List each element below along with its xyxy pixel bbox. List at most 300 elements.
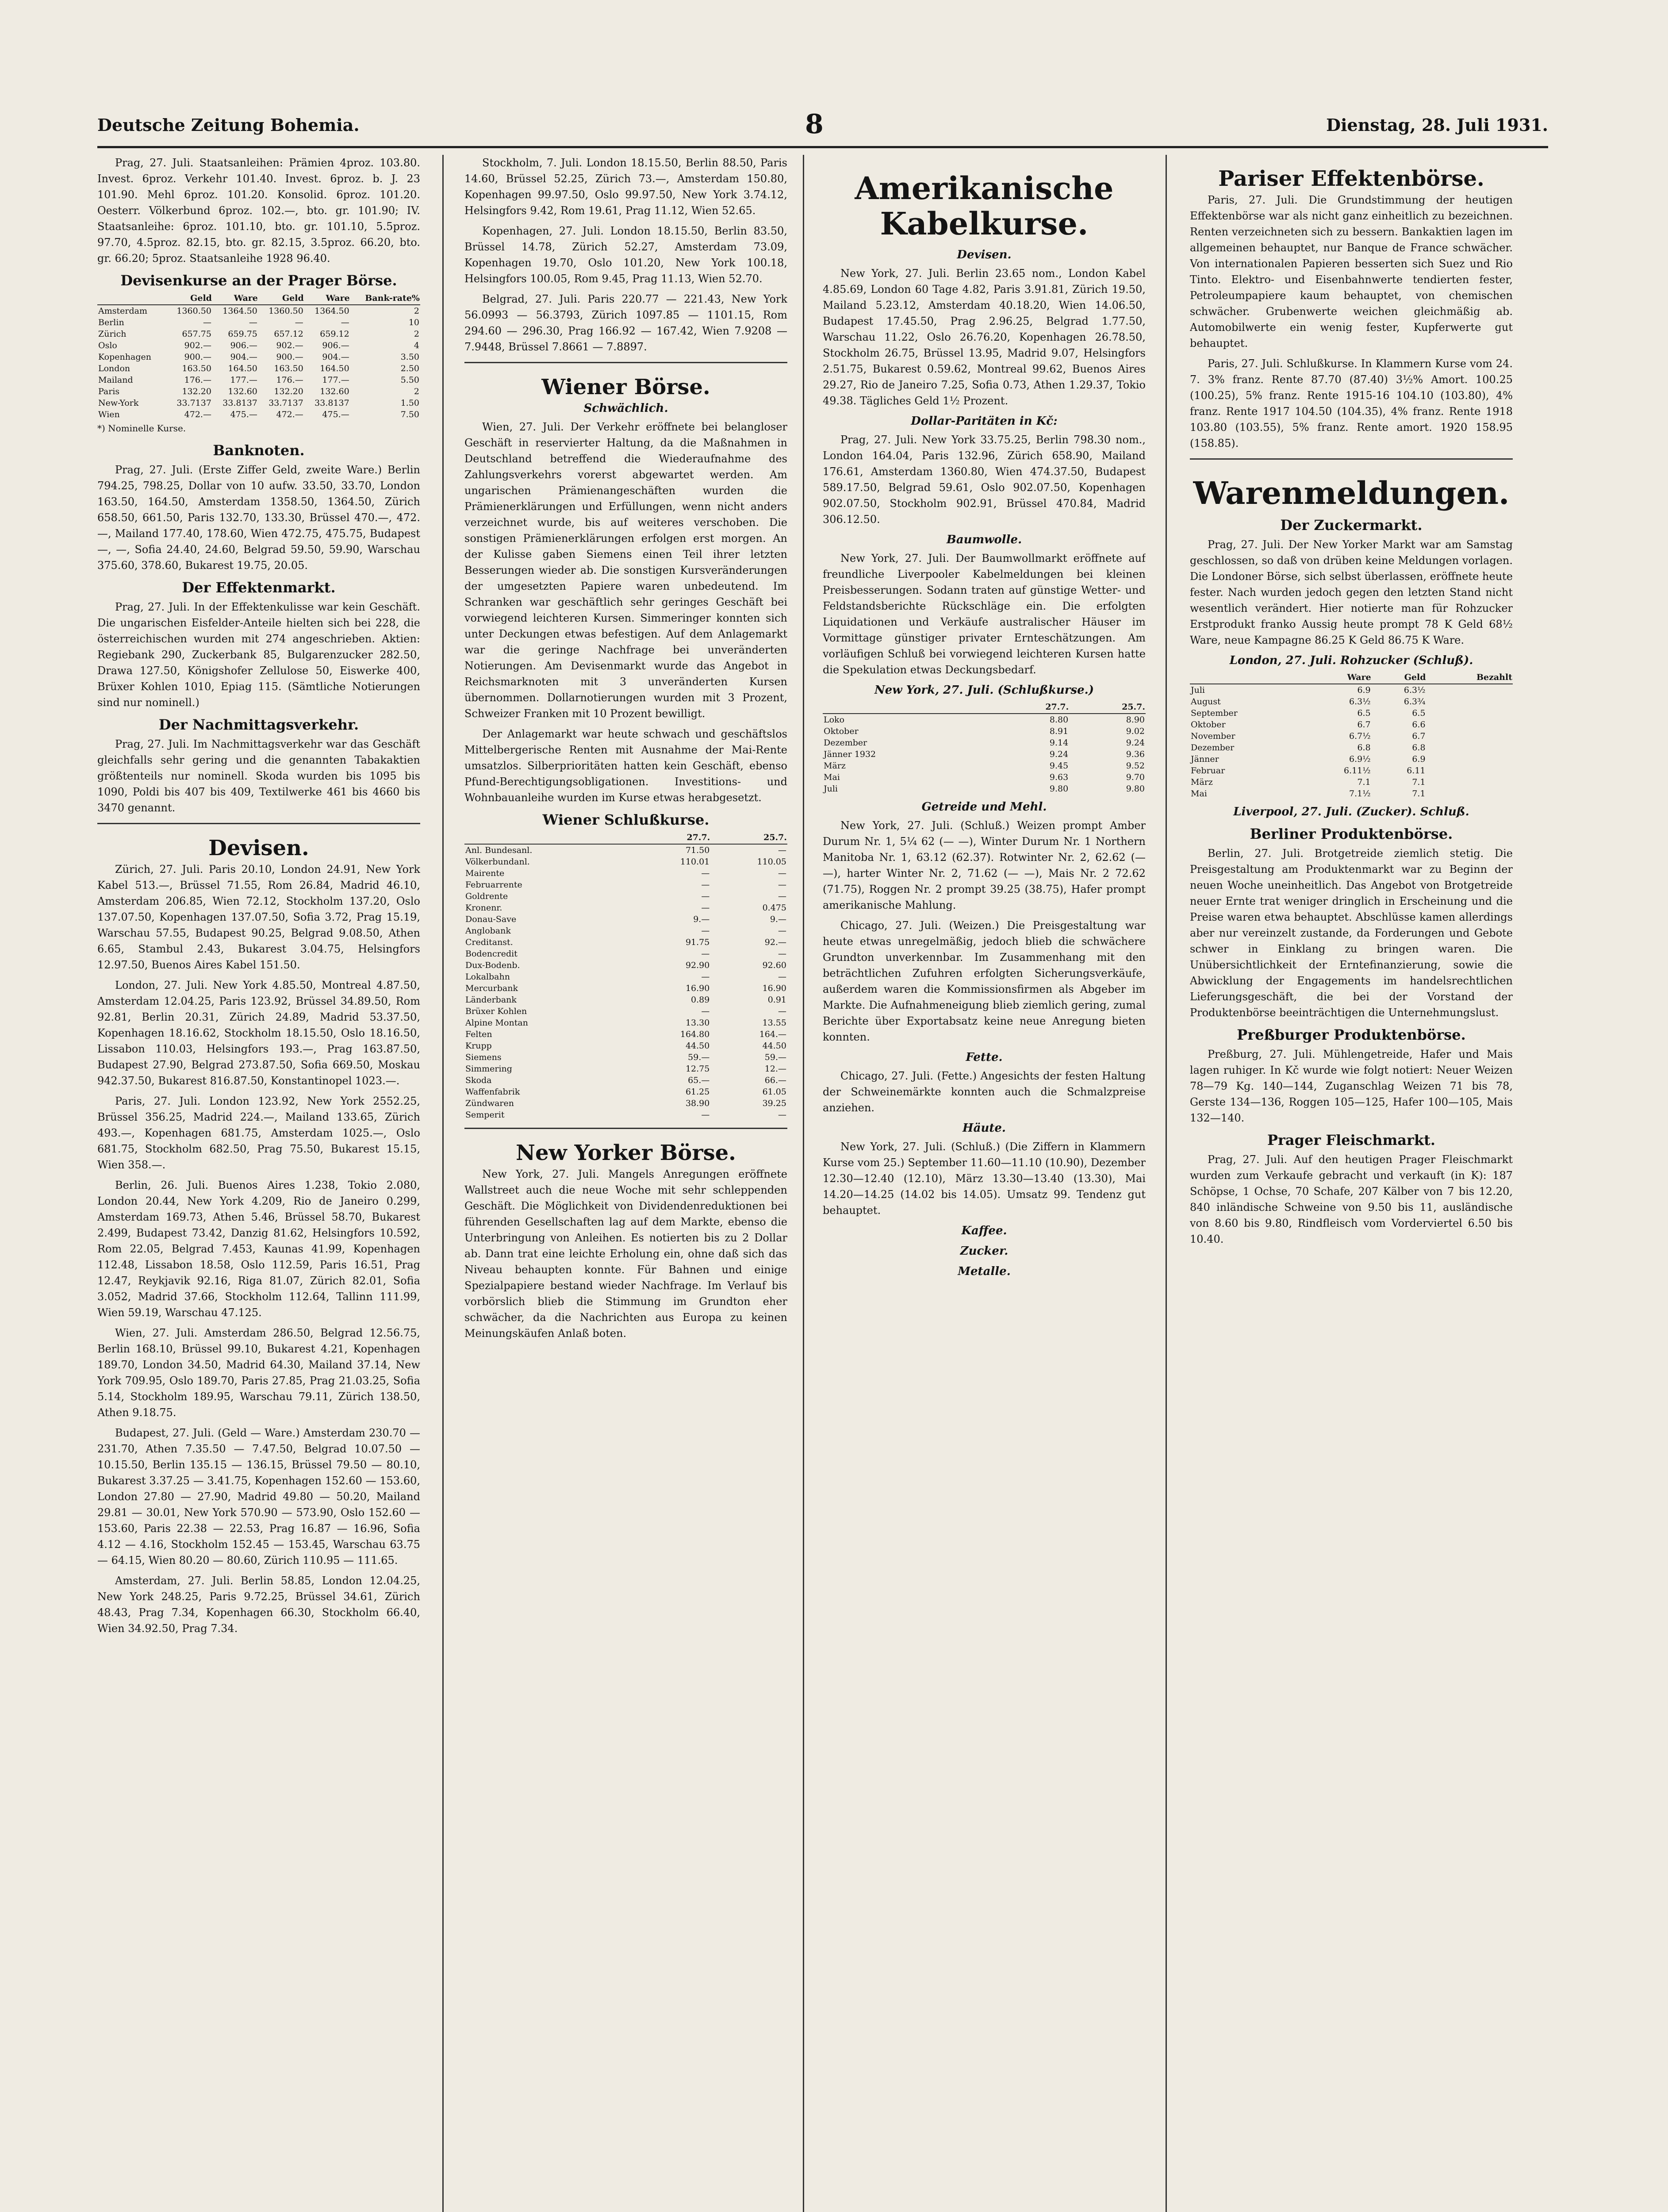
berlin-text: Berlin, 26. Juli. Buenos Aires 1.238, Tokio 2.080, London 20.44, New York 4.209, Rio de Janeiro 0.299, Amsterdam 169.73, Athen 5.46, Brüssel 58.70, Bukarest 2.499, Budapest 73.42, Danzig 81.62, Helsingfors 10.592, Rom 22.05, Belgrad 7.453, Kaunas 41.99, Kopenhagen 112.48, Lissabon 18.58, Oslo 112.59, Paris 16.51, Prag 12.47, Reykjavik 92.16, Riga 81.07, Zürich 82.01, Sofia 3.052, Madrid 37.66, Stockholm 112.64, Tallinn 111.99, Wien 59.19, Warschau 47.125. [97, 1179, 420, 1319]
table-cell: 904.— [230, 352, 257, 362]
table-cell: 8.80 [1049, 715, 1069, 725]
effektenmarkt-text: Prag, 27. Juli. In der Effektenkulisse war kein Geschäft. Die ungarischen Eisfelder-Anteile hielten sich bei 228, die österreichischen wurden mit 274 angeschrieben. Aktien: Regiebank 290, Zuckerbank 85, Bulgarenzucker 282.50, Drawa 127.50, Königshofer Zellulose 50, Eiswerke 400, Brüxer Kohlen 1010, Epiag 115. (Sämtliche Notierungen sind nur nominell.) [97, 601, 420, 709]
schlusskurse-heading: Wiener Schlußkurse. [542, 811, 709, 828]
table-cell: 6.8 [1357, 743, 1371, 753]
table-cell: — [701, 903, 710, 913]
table-cell: 6.9 [1357, 685, 1371, 695]
table-cell: 110.01 [680, 857, 710, 867]
table-cell: Zürich [98, 329, 127, 339]
table-cell: 92.60 [762, 960, 786, 970]
staatsanleihen-text: Prag, 27. Juli. Staatsanleihen: Prämien 4proz. 103.80. Invest. 6proz. Verkehr 101.40. Invest. 6proz. b. J. 23 101.90. Mehl 6proz. 101.20. Konsolid. 6proz. 101.20. Oesterr. Völkerbund 6proz. 102.—, bto. gr. 101.90; IV. Staatsanleihe: 6proz. 101.10, bto. gr. 101.10, 5.5proz. 97.70, 4.5proz. 82.15, bto. gr. 82.15, 3.5proz. 66.20, bto. gr. 66.20; 5proz. Staatsanleihe 1928 96.40. [97, 157, 420, 265]
table-row [464, 971, 787, 983]
table-cell: Oktober [824, 726, 859, 736]
zucker-heading: Zucker. [960, 1244, 1008, 1258]
table-row [823, 714, 1146, 726]
table-header-cell: 25.7. [710, 831, 787, 844]
table-cell: 91.75 [685, 937, 710, 947]
stockholm-text: Stockholm, 7. Juli. London 18.15.50, Berlin 88.50, Paris 14.60, Brüssel 52.25, Zürich 73.—, Amsterdam 150.80, Kopenhagen 99.97.50, Oslo 99.97.50, New York 3.74.12, Helsingfors 9.42, Rom 19.61, Prag 11.12, Wien 52.65. [464, 157, 787, 217]
table-cell: 6.7 [1412, 731, 1426, 741]
table-cell: 12.— [764, 1064, 786, 1074]
table-cell: 6.3½ [1403, 685, 1426, 695]
table-cell: — [701, 880, 710, 890]
table-row [97, 363, 420, 374]
table-cell: 0.475 [762, 903, 786, 913]
table-cell: Wien [98, 410, 120, 419]
divider [97, 823, 420, 824]
page-number: 8 [805, 109, 824, 140]
table-cell: 2.50 [400, 364, 419, 373]
table-cell [1426, 684, 1513, 696]
table-cell: 176.— [184, 375, 211, 385]
table-cell: 9.80 [1049, 784, 1069, 794]
fleischmarkt-text: Prag, 27. Juli. Auf den heutigen Prager Fleischmarkt wurden zum Verkaufe gebracht und verkauft (in K): 187 Schöpse, 1 Ochse, 70 Schafe, 207 Kälber von 7 bis 12.20, 840 inländische Schweine von 9.50 bis 11, ausländische von 8.60 bis 9.80, Rindfleisch vom Vorderviertel 6.50 bis 10.40. [1190, 1153, 1513, 1245]
table-cell: — [778, 845, 786, 855]
table-row [464, 1063, 787, 1075]
table-cell: 9.80 [1126, 784, 1145, 794]
table-cell: Alpine Montan [465, 1018, 528, 1028]
table-header-cell: 25.7. [1069, 701, 1146, 714]
table-cell: 177.— [230, 375, 257, 385]
table-cell: 65.— [688, 1075, 710, 1085]
table-cell: Dezember [1191, 743, 1235, 753]
table-cell: Mairente [465, 868, 505, 878]
table-cell: Jänner [1191, 754, 1219, 764]
fette-text: Chicago, 27. Juli. (Fette.) Angesichts der festen Haltung der Schweinemärkte konnten auch die Schmalzpreise anziehen. [823, 1070, 1146, 1114]
devisenkurse-table [97, 292, 420, 420]
table-cell: 33.8137 [222, 398, 257, 408]
table-row [464, 891, 787, 902]
table-header-cell: Ware [304, 292, 350, 305]
table-row [97, 386, 420, 397]
table-cell: Februarrente [465, 880, 522, 890]
column-rule [803, 155, 804, 2212]
table-cell: Siemens [465, 1052, 502, 1062]
table-row [464, 1029, 787, 1040]
table-cell: Creditanst. [465, 937, 513, 947]
table-cell: Anglobank [465, 926, 511, 936]
table-cell [1426, 730, 1513, 742]
pressburger-text: Preßburg, 27. Juli. Mühlengetreide, Hafer und Mais lagen ruhiger. In Kč wurde wie folgt notiert: Neuer Weizen 78—79 Kg. 140—144, Zuganschlag Weizen 71 bis 78, Gerste 134—136, Roggen 105—125, Hafer 100—105, Mais 132—140. [1190, 1048, 1513, 1124]
table-header-cell: Geld [1372, 671, 1426, 684]
table-cell: Paris [98, 387, 120, 396]
table-cell: 902.— [276, 341, 303, 350]
table-row [97, 328, 420, 340]
table-row [97, 374, 420, 386]
fette-heading: Fette. [966, 1051, 1003, 1064]
table-cell: 7.1 [1357, 777, 1371, 787]
table-cell: Mai [1191, 789, 1207, 799]
table-row [1190, 719, 1513, 730]
masthead: Deutsche Zeitung Bohemia. [97, 115, 360, 135]
table-cell: 8.90 [1126, 715, 1145, 725]
table-row [464, 925, 787, 937]
belgrad-text: Belgrad, 27. Juli. Paris 220.77 — 221.43, New York 56.0993 — 56.3793, Zürich 1097.85 — 1101.15, Rom 294.60 — 296.30, Prag 166.92 — 167.42, Wien 7.9208 — 7.9448, Brüssel 7.8661 — 7.8897. [464, 293, 787, 353]
table-cell: Jänner 1932 [824, 749, 876, 759]
table-cell: Zündwaren [465, 1098, 514, 1108]
table-cell: 902.— [184, 341, 211, 350]
table-row [464, 856, 787, 868]
chicago-text: Chicago, 27. Juli. (Weizen.) Die Preisgestaltung war heute etwas unregelmäßig, jedoch blieb die schwächere Grundton unverkennbar. Im Zusammenhang mit den beträchtlichen Zufuhren erfolgten Sicherungsverkäufe, außerdem waren die Kommissionsfirmen als Abgeber im Markte. Die Aufnahmeneigung blieb ziemlich gering, zumal Berichte über Exportabsatz keine neue Anregung bieten konnten. [823, 919, 1146, 1043]
table-cell: New-York [98, 398, 139, 408]
table-cell: 71.50 [685, 845, 710, 855]
table-cell: 10 [408, 318, 419, 327]
table-cell: 657.75 [182, 329, 211, 339]
table-cell: 33.8137 [314, 398, 349, 408]
table-row [823, 726, 1146, 737]
table-header-cell [1190, 671, 1304, 684]
table-cell: 44.50 [762, 1041, 786, 1051]
table-row [1190, 765, 1513, 776]
wiener-boerse-subheading: Schwächlich. [583, 402, 668, 415]
table-cell: Kopenhagen [98, 352, 151, 362]
table-cell: 12.75 [685, 1064, 710, 1074]
table-row [464, 1075, 787, 1086]
table-cell: 9.70 [1126, 772, 1145, 782]
table-cell: 3.50 [400, 352, 419, 362]
dollar-paritaeten-heading: Dollar-Paritäten in Kč: [911, 415, 1058, 428]
table-row [97, 340, 420, 351]
new-yorker-boerse-text: New York, 27. Juli. Mangels Anregungen eröffnete Wallstreet auch die neue Woche mit sehr schleppenden Geschäft. Die Möglichkeit von Dividendenreduktionen bei führenden Gesellschaften lag auf dem Markte, ebenso die Unterbringung von Anleihen. Es notierten bis zu 2 Dollar ab. Dann trat eine leichte Erholung ein, ohne daß sich das Niveau behaupten konnte. Für Bahnen und einige Spezialpapiere bestand wieder Nachfrage. Im Verlauf bis vorbörslich blieb die Stimmung im Grundton eher schwächer, da die Nachrichten aus Europa zu keinen Meinungskäufen Anlaß boten. [464, 1168, 787, 1340]
liverpool-subheading: Liverpool, 27. Juli. (Zucker). Schluß. [1233, 805, 1469, 818]
table-cell: — [701, 891, 710, 901]
table-row [464, 1040, 787, 1052]
table-cell: 132.60 [228, 387, 257, 396]
table-row [823, 772, 1146, 783]
column-2 [464, 155, 787, 2212]
devisen-heading: Devisen. [208, 836, 309, 860]
table-row [464, 1086, 787, 1098]
table-cell: 6.5 [1357, 708, 1371, 718]
table-cell: Dux-Bodenb. [465, 960, 520, 970]
table-cell: August [1191, 697, 1221, 707]
table-row [1190, 776, 1513, 788]
table-row [823, 783, 1146, 795]
effektenmarkt-heading: Der Effektenmarkt. [182, 579, 336, 596]
table-row [464, 1006, 787, 1017]
table-cell: — [778, 1110, 786, 1120]
kaffee-heading: Kaffee. [961, 1224, 1007, 1237]
table-cell: März [824, 761, 846, 771]
table-cell: Juli [824, 784, 838, 794]
table-cell: 9.24 [1126, 738, 1145, 748]
table-cell [1426, 776, 1513, 788]
table-cell: Bodencredit [465, 949, 518, 959]
table-header-cell: Bezahlt [1426, 671, 1513, 684]
table-cell: 1364.50 [314, 306, 349, 316]
table-cell [1426, 742, 1513, 753]
table-cell: — [778, 868, 786, 878]
table-cell: — [701, 1006, 710, 1016]
table-header-cell [464, 831, 634, 844]
devisenkurse-heading: Devisenkurse an der Prager Börse. [120, 272, 397, 289]
table-row [823, 737, 1146, 749]
baumwolle-table [823, 701, 1146, 795]
table-cell: 6.9 [1412, 754, 1426, 764]
table-header-cell: Ware [212, 292, 258, 305]
table-row [464, 948, 787, 960]
table-cell: 164.— [759, 1029, 786, 1039]
table-cell: 33.7137 [176, 398, 211, 408]
table-cell [1426, 696, 1513, 707]
table-cell: — [778, 926, 786, 936]
table-cell: — [701, 949, 710, 959]
table-cell: Goldrente [465, 891, 508, 901]
column-1 [97, 155, 420, 2212]
produktenboerse-text: Berlin, 27. Juli. Brotgetreide ziemlich stetig. Die Preisgestaltung am Produktenmarkt war zu Beginn der neuen Woche uneinheitlich. Das Angebot von Brotgetreide neuer Ernte trat weniger dringlich in Erscheinung und die Preise waren etwa behauptet. Abschlüsse kamen allerdings aber nur vereinzelt zustande, da Forderungen und Gebote schwer in Einklang zu bringen waren. Die Unübersichtlichkeit der Erntefinanzierung, sowie die Abwicklung der Engagements im handelsrechtlichen Lieferungsgeschäft, die bei der Vorstand der Produktenbörse beeinträchtigen die Unternehmungslust. [1190, 847, 1513, 1019]
table-cell: 92.90 [685, 960, 710, 970]
table-cell: Amsterdam [98, 306, 147, 316]
table-cell: Anl. Bundesanl. [465, 845, 533, 855]
london-text: London, 27. Juli. New York 4.85.50, Montreal 4.87.50, Amsterdam 12.04.25, Paris 123.92, Brüssel 34.89.50, Rom 92.81, Berlin 20.31, Zürich 24.89, Madrid 53.37.50, Kopenhagen 18.16.62, Stockholm 18.15.50, Oslo 18.16.50, Lissabon 110.03, Helsingfors 193.—, Prag 163.87.50, Budapest 27.90, Belgrad 273.87.50, Sofia 669.50, Moskau 942.37.50, Bukarest 816.87.50, Konstantinopel 1023.—. [97, 979, 420, 1087]
table-cell: 164.80 [680, 1029, 710, 1039]
table-cell: — [701, 1110, 710, 1120]
table-cell: 61.25 [685, 1087, 710, 1097]
table-cell: 44.50 [685, 1041, 710, 1051]
table-cell: — [203, 318, 211, 327]
table-cell: 659.75 [228, 329, 257, 339]
table-row [1190, 696, 1513, 707]
zuerich-text: Zürich, 27. Juli. Paris 20.10, London 24.91, New York Kabel 513.—, Brüssel 71.55, Rom 26.84, Madrid 46.10, Amsterdam 206.85, Wien 72.12, Stockholm 137.20, Oslo 137.07.50, Kopenhagen 137.07.50, Sofia 3.72, Prag 15.19, Warschau 57.55, Budapest 90.25, Belgrad 9.08.50, Athen 6.65, Stambul 2.43, Bukarest 3.04.75, Helsingfors 12.97.50, Buenos Aires Kabel 151.50. [97, 863, 420, 971]
zuckermarkt-text: Prag, 27. Juli. Der New Yorker Markt war am Samstag geschlossen, so daß von drüben keine Meldungen vorlagen. Die Londoner Börse, sich selbst überlassen, eröffnete heute fester. Nach wurden jedoch gegen den letzten Stand nicht wesentlich verändert. Hier notierte man für Rohzucker Erstprodukt franko Aussig heute prompt 78 K Geld 68½ Ware, neue Kampagne 86.25 K Geld 86.75 K Ware. [1190, 538, 1513, 646]
table-row [823, 760, 1146, 772]
table-cell: Semperit [465, 1110, 505, 1120]
table-cell: 16.90 [762, 983, 786, 993]
table-cell: 900.— [276, 352, 303, 362]
table-cell: Mai [824, 772, 840, 782]
table-cell: 6.5 [1412, 708, 1426, 718]
table-row [97, 351, 420, 363]
table-header-cell: 27.7. [993, 701, 1069, 714]
table-row [464, 937, 787, 948]
pariser-boerse-heading: Pariser Effektenbörse. [1218, 166, 1484, 191]
wiener-boerse-text: Wien, 27. Juli. Der Verkehr eröffnete bei belangloser Geschäft in reservierter Haltung, da die Maßnahmen in Deutschland betreffend die Wiederaufnahme des Zahlungsverkehrs vorerst abgewartet werden. Am ungarischen Prämienangeschäften wurden die Prämienerklärungen und Erfüllungen, wenn nicht anders verzeichnet wurde, bis auf weiteres verschoben. Die sonstigen Prämienerklärungen erfolgen erst morgen. An der Kulisse gaben Siemens einen Teil ihrer letzten Besserungen wieder ab. Die sonstigen Kursveränderungen der umgesetzten Papiere waren unbedeutend. Im Schranken war geschäftlich sehr geringes Geschäft bei vorwiegend leichteren Kursen. Simmeringer konnten sich unter Deckungen etwas befestigen. Auf dem Anlagemarkt war die geringe Nachfrage bei unveränderten Notierungen. Am Devisenmarkt wurde das Angebot in Reichsmarknoten mit 3 unveränderten Kursen übernommen. Dollarnotierungen wurden mit 3 Prozent, Schweizer Franken mit 10 Prozent bewilligt. [464, 421, 787, 720]
table-cell: — [778, 880, 786, 890]
table-cell: 906.— [230, 341, 257, 350]
table-cell: 904.— [322, 352, 349, 362]
baumwolle-heading: Baumwolle. [946, 533, 1022, 546]
table-cell: 1360.50 [176, 306, 211, 316]
metalle-heading: Metalle. [958, 1265, 1011, 1278]
table-cell: 0.91 [767, 995, 786, 1005]
table-cell: 6.6 [1412, 720, 1426, 730]
table-row [1190, 730, 1513, 742]
table-row [1190, 707, 1513, 719]
wien-text: Wien, 27. Juli. Amsterdam 286.50, Belgrad 12.56.75, Berlin 168.10, Brüssel 99.10, Bukarest 4.21, Kopenhagen 189.70, London 34.50, Madrid 64.30, Mailand 37.14, New York 709.95, Oslo 189.70, Paris 27.85, Prag 21.03.25, Sofia 5.14, Stockholm 189.95, Warschau 79.11, Zürich 138.50, Athen 9.18.75. [97, 1327, 420, 1419]
table-cell: 6.3¾ [1403, 697, 1426, 707]
table-row [1190, 753, 1513, 765]
table-cell: — [249, 318, 257, 327]
table-header-cell [97, 292, 166, 305]
table-row [464, 902, 787, 914]
amsterdam-text: Amsterdam, 27. Juli. Berlin 58.85, London 12.04.25, New York 248.25, Paris 9.72.25, Brüssel 34.61, Zürich 48.43, Prag 7.34, Kopenhagen 66.30, Stockholm 66.40, Wien 34.92.50, Prag 7.34. [97, 1575, 420, 1635]
table-header-cell: Ware [1304, 671, 1371, 684]
table-cell: 39.25 [762, 1098, 786, 1108]
table-cell: 59.— [688, 1052, 710, 1062]
table-cell: 6.7½ [1349, 731, 1371, 741]
table-header-cell: 27.7. [634, 831, 711, 844]
table-header-cell: Geld [258, 292, 304, 305]
getreide-text: New York, 27. Juli. (Schluß.) Weizen prompt Amber Durum Nr. 1, 5¼ 62 (— —), Winter Durum Nr. 1 Northern Manitoba Nr. 1, 63.12 (62.37). Rotwinter Nr. 2, 62.62 (— —), harter Winter Nr. 2, 71.62 (— —), Mais Nr. 2 72.62 (71.75), Roggen Nr. 2 prompt 39.25 (38.75), Hafer prompt amerikanische Mahlung. [823, 819, 1146, 911]
table-cell: — [701, 868, 710, 878]
page-header [97, 111, 1548, 148]
nachmittag-heading: Der Nachmittagsverkehr. [158, 716, 359, 733]
table-cell: 6.11½ [1343, 766, 1371, 776]
divider [1190, 458, 1513, 460]
schlusskurse-table [464, 831, 787, 1121]
table-cell: 61.05 [762, 1087, 786, 1097]
banknoten-text: Prag, 27. Juli. (Erste Ziffer Geld, zweite Ware.) Berlin 794.25, 798.25, Dollar von 10 aufw. 33.50, 33.70, London 163.50, 164.50, Amsterdam 1358.50, 1364.50, Zürich 658.50, 661.50, Paris 132.70, 133.30, Brüssel 470.—, 472.—, Mailand 177.40, 178.60, Wien 472.75, 475.75, Budapest —, —, Sofia 24.40, 24.60, Belgrad 59.50, 59.90, Warschau 375.60, 378.60, Bukarest 19.75, 20.05. [97, 464, 420, 572]
table-cell: 9.02 [1126, 726, 1145, 736]
table-cell: 906.— [322, 341, 349, 350]
table-cell: 13.30 [685, 1018, 710, 1028]
new-yorker-boerse-heading: New Yorker Börse. [516, 1141, 736, 1165]
table-cell: Simmering [465, 1064, 512, 1074]
table-cell: 163.50 [182, 364, 211, 373]
table-cell: Länderbank [465, 995, 517, 1005]
table-cell: 7.1 [1412, 777, 1426, 787]
table-cell: 66.— [764, 1075, 786, 1085]
table-cell: Kronenr. [465, 903, 502, 913]
table-cell [1426, 719, 1513, 730]
banknoten-heading: Banknoten. [213, 442, 305, 459]
table-row [823, 749, 1146, 760]
table-cell: 0.89 [691, 995, 710, 1005]
table-row [97, 317, 420, 328]
table-row [97, 305, 420, 317]
table-cell: 9.— [770, 914, 786, 924]
table-cell: 9.14 [1049, 738, 1069, 748]
dollar-paritaeten-text: Prag, 27. Juli. New York 33.75.25, Berlin 798.30 nom., London 164.04, Paris 132.96, Zürich 658.90, Mailand 176.61, Amsterdam 1360.80, Wien 474.37.50, Budapest 589.17.50, Belgrad 59.61, Oslo 902.07.50, Kopenhagen 902.07.50, Stockholm 902.91, Brüssel 470.84, Madrid 306.12.50. [823, 434, 1146, 526]
table-cell: 164.50 [228, 364, 257, 373]
table-cell: — [778, 891, 786, 901]
table-row [97, 397, 420, 409]
table-cell: Völkerbundanl. [465, 857, 530, 867]
table-header-cell: Geld [166, 292, 212, 305]
table-cell: 9.36 [1126, 749, 1145, 759]
devisen-subheading: Devisen. [957, 248, 1012, 261]
table-row [97, 409, 420, 420]
table-cell: Oslo [98, 341, 117, 350]
table-cell: Februar [1191, 766, 1225, 776]
table-cell: Dezember [824, 738, 867, 748]
table-cell: 1364.50 [222, 306, 257, 316]
warenmeldungen-heading: Warenmeldungen. [1193, 475, 1510, 511]
table-cell: 132.60 [320, 387, 349, 396]
divider [464, 362, 787, 363]
table-row [464, 960, 787, 971]
table-cell: 472.— [184, 410, 211, 419]
produktenboerse-heading: Berliner Produktenbörse. [1250, 826, 1453, 842]
table-cell: 657.12 [274, 329, 303, 339]
paris-schlusskurse-text: Paris, 27. Juli. Schlußkurse. In Klammern Kurse vom 24. 7. 3% franz. Rente 87.70 (87.40) 3½% Amort. 100.25 (100.25), 5% franz. Rente 1915-16 104.10 (103.80), 4% franz. Rente 1917 104.50 (104.35), 4% franz. Rente 1918 103.80 (103.55), 5% franz. Rente amort. 1920 158.95 (158.85). [1190, 357, 1513, 449]
table-header-cell [823, 701, 993, 714]
kabel-devisen-text: New York, 27. Juli. Berlin 23.65 nom., London Kabel 4.85.69, London 60 Tage 4.82, Paris 3.91.81, Zürich 19.50, Mailand 5.23.12, Amsterdam 40.18.20, Wien 14.06.50, Budapest 17.45.50, Prag 2.96.25, Belgrad 1.77.50, Warschau 11.22, Oslo 26.76.20, Kopenhagen 26.78.50, Stockholm 26.75, Brüssel 13.95, Madrid 9.07, Helsingfors 2.51.75, Bukarest 0.59.62, Montreal 99.62, Buenos Aires 29.27, Rio de Janeiro 7.25, Sofia 0.73, Athen 1.29.37, Tokio 49.38. Tägliches Geld 1½ Prozent. [823, 267, 1146, 407]
table-cell: Loko [824, 715, 845, 725]
table-cell: 164.50 [320, 364, 349, 373]
table-cell [1426, 765, 1513, 776]
table-cell: 9.52 [1126, 761, 1145, 771]
table-cell: 9.— [693, 914, 710, 924]
table-cell [1426, 753, 1513, 765]
table-cell: 6.11 [1407, 766, 1426, 776]
table-cell: 132.20 [274, 387, 303, 396]
table-cell: 13.55 [762, 1018, 786, 1028]
wiener-boerse-heading: Wiener Börse. [541, 375, 710, 399]
table-row [464, 844, 787, 856]
table-cell: 7.1½ [1349, 789, 1371, 799]
paris-text: Paris, 27. Juli. London 123.92, New York 2552.25, Brüssel 356.25, Madrid 224.—, Mailand 133.65, Zürich 493.—, Kopenhagen 681.75, Amsterdam 1025.—, Oslo 681.75, Stockholm 682.50, Prag 75.50, Bukarest 15.15, Wien 358.—. [97, 1095, 420, 1171]
table-cell: September [1191, 708, 1238, 718]
table-cell [1426, 707, 1513, 719]
getreide-heading: Getreide und Mehl. [921, 800, 1047, 814]
table-row [464, 1017, 787, 1029]
table-row [464, 1052, 787, 1063]
table-cell: 16.90 [685, 983, 710, 993]
table-cell: Oktober [1191, 720, 1226, 730]
table-cell: — [701, 972, 710, 982]
issue-date: Dienstag, 28. Juli 1931. [1326, 115, 1548, 135]
table-row [464, 983, 787, 994]
table-cell: 472.— [276, 410, 303, 419]
table-cell: 9.45 [1049, 761, 1069, 771]
table-cell: London [98, 364, 130, 373]
baumwolle-schluss-heading: New York, 27. Juli. (Schlußkurse.) [874, 684, 1094, 697]
column-4 [1190, 155, 1513, 2212]
table-cell: 6.3½ [1349, 697, 1371, 707]
table-row [464, 1098, 787, 1109]
table-cell: 92.— [764, 937, 786, 947]
table-cell: Krupp [465, 1041, 492, 1051]
table-cell: Berlin [98, 318, 124, 327]
table-cell: — [341, 318, 349, 327]
table-cell: — [778, 1006, 786, 1016]
budapest-text: Budapest, 27. Juli. (Geld — Ware.) Amsterdam 230.70 — 231.70, Athen 7.35.50 — 7.47.50, Belgrad 10.07.50 — 10.15.50, Berlin 135.15 — 136.15, Brüssel 79.50 — 80.10, Bukarest 3.37.25 — 3.41.75, Kopenhagen 152.60 — 153.60, London 27.80 — 27.90, Madrid 49.80 — 50.20, Mailand 29.81 — 30.01, New York 570.90 — 573.90, Oslo 152.60 — 153.60, Paris 22.38 — 22.53, Prag 16.87 — 16.96, Sofia 4.12 — 4.16, Stockholm 152.45 — 153.45, Warschau 63.75 — 64.15, Wien 80.20 — 80.60, Zürich 110.95 — 111.65. [97, 1427, 420, 1567]
table-row [464, 879, 787, 891]
table-cell: 1.50 [400, 398, 419, 408]
table-row [1190, 788, 1513, 799]
table-cell: 163.50 [274, 364, 303, 373]
column-rule [1166, 155, 1167, 2212]
anlagemarkt-text: Der Anlagemarkt war heute schwach und geschäftslos Mittelbergerische Renten mit Ausnahme der Mai-Rente umsatzlos. Silberprioritäten hatten kein Geschäft, ebenso Pfund-Berechtigungsobligationen. Investitions- und Wohnbauanleihe wurden im Kurse etwas herabgesetzt. [464, 728, 787, 804]
column-3 [823, 155, 1146, 2212]
table-cell: 2 [414, 306, 419, 316]
table-row [464, 1109, 787, 1121]
table-cell: Felten [465, 1029, 492, 1039]
table-cell: 2 [414, 329, 419, 339]
table-cell: 900.— [184, 352, 211, 362]
table-cell: 6.9½ [1349, 754, 1371, 764]
table-cell: Donau-Save [465, 914, 517, 924]
table-cell: 1360.50 [268, 306, 303, 316]
pariser-boerse-text: Paris, 27. Juli. Die Grundstimmung der heutigen Effektenbörse war als nicht ganz einheitlich zu bezeichnen. Renten verzeichneten sich zu bessern. Bankaktien lagen im allgemeinen behauptet, nur Banque de France schwächer. Von internationalen Papieren besserten sich Suez und Rio Tinto. Elektro- und Eisenbahnwerte tendierten fester, Petroleumpapiere kaum behauptet, von chemischen schwächer. Grubenwerte weichen gleichmäßig ab. Automobilwerte ein wenig fester, Kupferwerte gut behauptet. [1190, 194, 1513, 349]
table-cell: Lokalbahn [465, 972, 510, 982]
table-cell: — [701, 926, 710, 936]
table-cell: Mailand [98, 375, 133, 385]
footnote: *) Nominelle Kurse. [97, 423, 186, 434]
table-cell: 7.1 [1412, 789, 1426, 799]
table-cell: 33.7137 [268, 398, 303, 408]
table-cell: 59.— [764, 1052, 786, 1062]
table-cell: Mercurbank [465, 983, 518, 993]
zuckermarkt-heading: Der Zuckermarkt. [1280, 517, 1423, 534]
kabelkurse-heading: Amerikanische Kabelkurse. [855, 170, 1114, 242]
table-cell: — [295, 318, 303, 327]
nachmittag-text: Prag, 27. Juli. Im Nachmittagsverkehr war das Geschäft gleichfalls sehr gering und die genannten Tabakaktien größtenteils nur nominell. Skoda wurden bis 1095 bis 1090, Poldi bis 407 bis 409, Textilwerke 461 bis 4660 bis 3470 genannt. [97, 738, 420, 814]
table-cell: 9.63 [1049, 772, 1069, 782]
table-row [464, 914, 787, 925]
pressburger-heading: Preßburger Produktenbörse. [1237, 1026, 1466, 1043]
table-cell: Juli [1191, 685, 1205, 695]
